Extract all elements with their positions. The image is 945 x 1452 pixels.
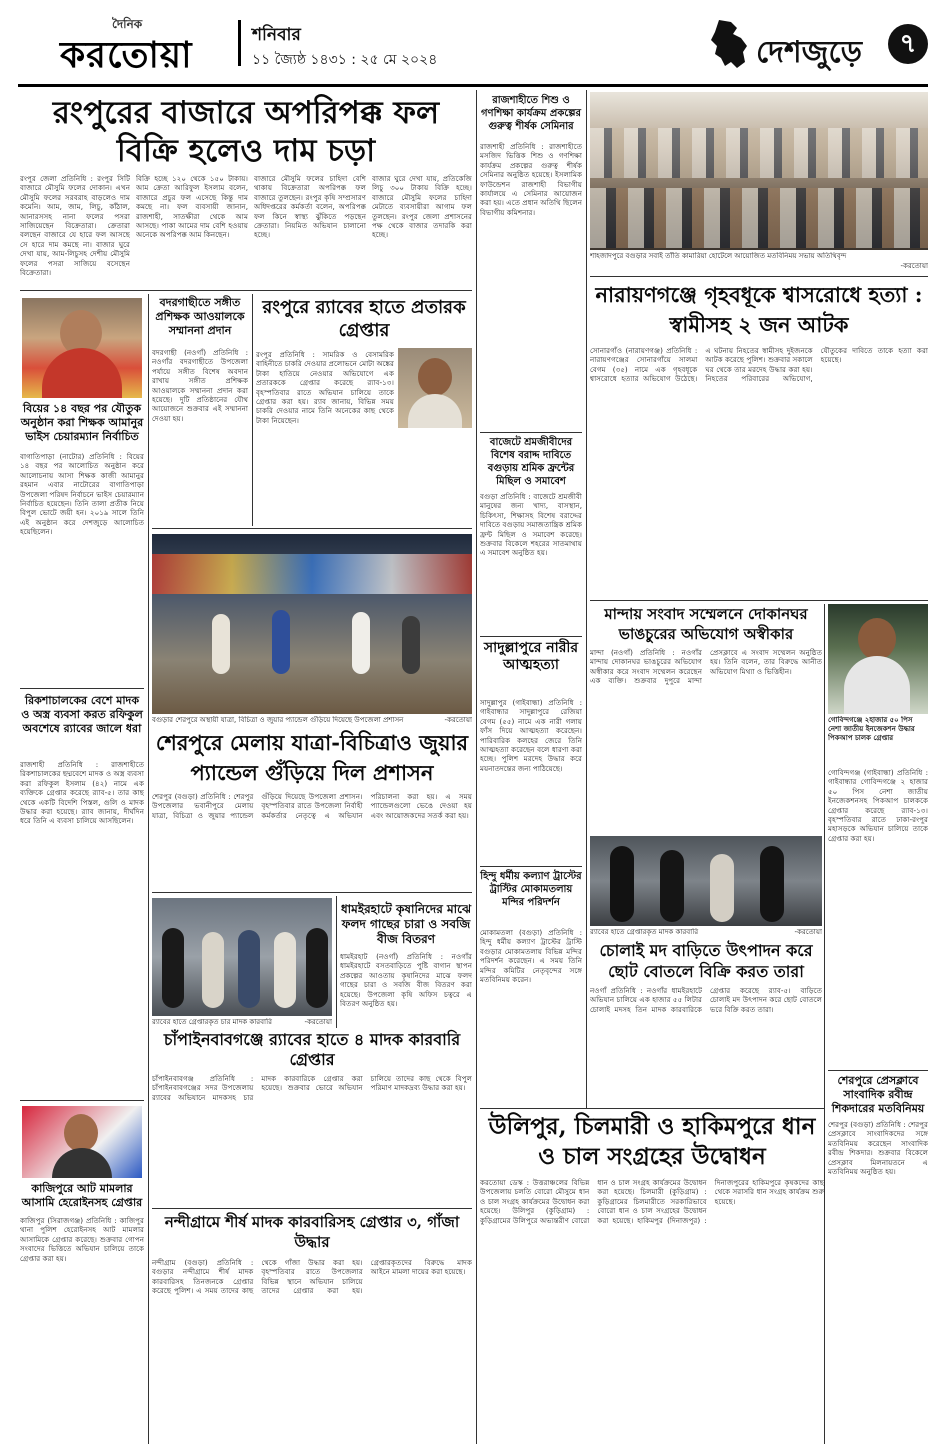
right-story5-headline: শেরপুরে প্রেসক্লাবে সাংবাদিক রবীন্দ্র শিকদারের মতবিনিময় [831,1074,925,1115]
right-photo2-credit: -করতোয়া [794,928,822,936]
photo1-caption: বগুড়ার শেরপুরে অস্থায়ী যাত্রা, বিচিত্রা ও জুয়ার প্যান্ডেল গুঁড়িয়ে দিয়েছে উপজেলা প্রশাসন [152,716,404,724]
bottom-nandigram-body: নন্দীগ্রাম (বগুড়া) প্রতিনিধি : বগুড়ার নন্দীগ্রামে শীর্ষ মাদক কারবারিসহ তিনজনকে গ্রেপ্তার করেছে পুলিশ। এ সময় তাদের কাছ থেকে গাঁজা উদ্ধার করা হয়। বৃহস্পতিবার রাতে উপজেলার বিভিন্ন স্থানে অভিযান চালিয়ে তাদের গ্রেপ্তার করা হয়। গ্রেপ্তারকৃতদের বিরুদ্ধে মাদক আইনে মামলা দায়ের করা হয়েছে। [152,1258,472,1296]
col3-story1-body: রাজশাহী প্রতিনিধি : রাজশাহীতে মসজিদ ভিত্তিক শিশু ও গণশিক্ষা কার্যক্রম প্রকল্পের গুরুত্ব শীর্ষক সেমিনার অনুষ্ঠিত হয়েছে। ইসলামিক ফাউন্ডেশন রাজশাহী বিভাগীয় কার্যালয়ে এ সেমিনার আয়োজন করা হয়। এতে প্রধান অতিথি ছিলেন বিভাগীয় কমিশনার। [480,142,582,217]
divider [476,90,477,1108]
brand-logo: করতোয়া [60,34,193,76]
divider [336,896,337,1028]
right-story3-headline: চোলাই মদ বাড়িতে উৎপাদন করে ছোট বোতলে বিক্রি করত তারা [599,941,813,981]
divider [590,276,928,277]
right-story1-headline: নারায়ণগঞ্জে গৃহবধূকে শ্বাসরোধে হত্যা : স্বামীসহ ২ জন আটক [595,282,923,337]
right-photo3-caption: গোবিন্দগঞ্জে ২হাজার ৫০ পিস নেশা জাতীয় ইনজেকশন উদ্ধার পিকআপ চালক গ্রেপ্তার [828,716,915,742]
divider [480,866,582,867]
divider [590,600,928,601]
divider [152,528,472,529]
divider [586,90,587,1108]
masthead [0,0,945,86]
divider [828,1070,928,1071]
divider [20,688,144,689]
col3-story4-headline: হিন্দু ধর্মীয় কল্যাণ ট্রাস্টের ট্রাস্টির মোকামতলায় মন্দির পরিদর্শন [480,871,582,908]
left-story1-body: বাগাতিপাড়া (নাটোর) প্রতিনিধি : বিয়ের ১৪ বছর পর আলোচিত অনুষ্ঠান করে আলোচনায় আসা শিক্ষক কাজী আমানুর রহমান এবার নাটোরের বাগাতিপাড়া উপজেলা পরিষদ নির্বাচনে ভাইস চেয়ারম্যান নির্বাচিত হয়েছেন। তিনি তালা প্রতীক নিয়ে বিপুল ভোটে জয়ী হন। ২০১৯ সালে তিনি এই অনুষ্ঠান করে দেশজুড়ে আলোচিত হয়েছিলেন। [20,452,144,537]
divider [824,604,825,1074]
photo-meeting [590,92,928,250]
right-photo2-caption: র‍্যাবের হাতে গ্রেপ্তারকৃত মাদক কারবারি [590,928,699,936]
right-story5-body: শেরপুর (বগুড়া) প্রতিনিধি : শেরপুর প্রেসক্লাবে সাংবাদিকদের সঙ্গে মতবিনিময় করেছেন সাংবাদিক রবীন্দ্র শিকদার। শুক্রবার বিকেলে প্রেসক্লাব মিলনায়তনে এ মতবিনিময় অনুষ্ঠিত হয়। [828,1120,928,1177]
mid-story1-headline: বদরগাছীতে সঙ্গীত প্রশিক্ষক আওয়ালকে সম্মাননা প্রদান [155,296,245,337]
mid-story5-headline: ধামইরহাটে কৃষানিদের মাঝে ফলদ গাছের চারা ও সবজি বীজ বিতরণ [340,902,472,946]
photo-man-banner [828,604,928,714]
photo-rab-arrest [590,836,822,926]
left-story2-body: রাজশাহী প্রতিনিধি : রাজশাহীতে রিকশাচালকের ছদ্মবেশে মাদক ও অস্ত্র ব্যবসা করা রফিকুল ইসলাম (৪২) নামে এক ব্যক্তিকে গ্রেপ্তার করেছে র‍্যাব-৫। তার কাছ থেকে একটি বিদেশি পিস্তল, গুলি ও মাদক উদ্ধার করা হয়েছে। র‍্যাব জানায়, দীর্ঘদিন ধরে তিনি এ ব্যবসা চালিয়ে আসছিলেন। [20,760,144,826]
mid-story3-headline: শেরপুরে মেলায় যাত্রা-বিচিত্রাও জুয়ার প্যান্ডেল গুঁড়িয়ে দিল প্রশাসন [155,730,469,785]
right-story4-body: গোবিন্দগঞ্জ (গাইবান্ধা) প্রতিনিধি : গাইবান্ধার গোবিন্দগঞ্জে ২ হাজার ৫০ পিস নেশা জাতীয় ইনজেকশনসহ পিকআপ চালককে গ্রেপ্তার করেছে র‍্যাব-১৩। বৃহস্পতিবার রাতে ঢাকা-রংপুর মহাসড়কে অভিযান চালিয়ে তাকে গ্রেপ্তার করা হয়। [828,768,928,843]
divider [480,636,582,637]
photo-accused [22,1106,142,1178]
issue-day: শনিবার [252,25,301,45]
divider [252,294,253,526]
issue-date: ১১ জ্যৈষ্ঠ ১৪৩১ : ২৫ মে ২০২৪ [252,52,438,68]
col3-story1-headline: রাজশাহীতে শিশু ও গণশিক্ষা কার্যক্রম প্রকল্পের গুরুত্ব শীর্ষক সেমিনার [480,95,582,132]
mid-story2-headline: রংপুরে র‍্যাবের হাতে প্রতারক গ্রেপ্তার [262,297,466,341]
photo-fraudster [398,348,472,428]
right-story2-headline: মান্দায় সংবাদ সম্মেলনে দোকানঘর ভাঙচুরের অভিযোগ অস্বীকার [604,605,808,643]
divider [152,1208,472,1209]
lead-body-col2: বিক্রি হচ্ছে ১২০ থেকে ১৫০ টাকায়। আম ক্রেতা আরিফুল ইসলাম বলেন, বাজারে প্রচুর ফল এসেছে কিন্তু দাম কমছে না। ফল ব্যবসায়ী জানান, রাজশাহী, সাতক্ষীরা থেকে আম আসছে। পাকা আমের দাম বেশি হওয়ায় অনেকে অপরিপক্ক আম কিনছেন। [136,174,248,240]
photo1-credit: -করতোয়া [444,716,472,724]
brand-small: দৈনিক [112,17,143,31]
right-photo-caption: শাহজাদপুরে বগুড়ার সবাই তাঁতি কামারিয়া হোটেলে আয়োজিত মতবিনিময় সভায় অতিথিবৃন্দ [590,252,847,260]
divider [824,1074,825,1444]
col3-story3-body: সাদুল্লাপুর (গাইবান্ধা) প্রতিনিধি : গাইবান্ধার সাদুল্লাপুরে রেজিয়া বেগম (৫৫) নামে এক নারী গলায় ফাঁস দিয়ে আত্মহত্যা করেছেন। পারিবারিক কলহের জেরে তিনি আত্মহত্যা করেছেন বলে ধারণা করা হচ্ছে। পুলিশ মরদেহ উদ্ধার করে ময়নাতদন্তের জন্য পাঠিয়েছে। [480,698,582,773]
col3-story2-body: বগুড়া প্রতিনিধি : বাজেটে শ্রমজীবী মানুষের জন্য খাদ্য, বাসস্থান, চিকিৎসা, শিক্ষাসহ বিশেষ বরাদ্দের দাবিতে বগুড়ায় সমাজতান্ত্রিক শ্রমিক ফ্রন্ট মিছিল ও সমাবেশ করেছে। শুক্রবার বিকেলে শহরের সাতমাথায় এ সমাবেশ অনুষ্ঠিত হয়। [480,492,582,558]
masthead-rule [18,84,928,87]
bottom-ulipur-headline: উলিপুর, চিলমারী ও হাকিমপুরে ধান ও চাল সংগ্রহের উদ্বোধন [488,1113,816,1170]
divider [20,290,472,291]
bottom-ulipur-body: করতোয়া ডেস্ক : উত্তরাঞ্চলের বিভিন্ন উপজেলায় চলতি বোরো মৌসুমে ধান ও চাল সংগ্রহ কার্যক্রমের উদ্বোধন করা হয়েছে। উলিপুর (কুড়িগ্রাম) : কুড়িগ্রামের উলিপুরে অভ্যন্তরীণ বোরো ধান ও চাল সংগ্রহ কার্যক্রমের উদ্বোধন করা হয়েছে। চিলমারী (কুড়িগ্রাম) : কুড়িগ্রামের চিলমারীতে সরকারিভাবে বোরো ধান ও চাল সংগ্রহের উদ্বোধন করা হয়েছে। হাকিমপুর (দিনাজপুর) : দিনাজপুরের হাকিমপুরে কৃষকদের কাছ থেকে সরাসরি ধান সংগ্রহ কার্যক্রম শুরু হয়েছে। [480,1178,824,1225]
left-story2-headline: রিকশাচালকের বেশে মাদক ও অস্ত্র ব্যবসা করত রফিকুল অবশেষে র‍্যাবের জালে ধরা [21,694,143,735]
mid-story1-body: বদরগাছী (নওগাঁ) প্রতিনিধি : নওগাঁর বদরগাছীতে উপজেলা পর্যায়ে সঙ্গীত বিশেষ অবদান রাখায় সঙ্গীত প্রশিক্ষক আওয়ালকে সম্মাননা প্রদান করা হয়েছে। দুটি প্রতিষ্ঠানের যৌথ আয়োজনে শুক্রবার এই সম্মাননা দেওয়া হয়। [152,348,248,423]
lead-body-col4: বাজার ঘুরে দেখা যায়, প্রতিকেজি লিচু ৩০০ টাকায় বিক্রি হচ্ছে। বাজারে মৌসুমি ফলের চাহিদা মেটাতে ব্যবসায়ীরা আগাম ফল তুলছেন। রংপুর জেলা প্রশাসনের পক্ষ থেকে বাজার তদারকি করা হচ্ছে। [372,174,472,240]
left-story3-body: কাজিপুর (সিরাজগঞ্জ) প্রতিনিধি : কাজিপুর থানা পুলিশ হেরোইনসহ আট মামলার আসামিকে গ্রেপ্তার করেছে। শুক্রবার গোপন সংবাদের ভিত্তিতে অভিযান চালিয়ে তাকে গ্রেপ্তার করা হয়। [20,1216,144,1263]
lead-headline: রংপুরের বাজারে অপরিপক্ক ফল বিক্রি হলেও দাম চড়া [52,95,440,169]
right-story1-body: সোনারগাঁও (নারায়ণগঞ্জ) প্রতিনিধি : নারায়ণগঞ্জের সোনারগাঁয়ে সালমা বেগম (৩৫) নামে এক গৃহবধূকে শ্বাসরোধে হত্যার অভিযোগ উঠেছে। এ ঘটনায় নিহতের স্বামীসহ দুইজনকে আটক করেছে পুলিশ। শুক্রবার সকালে ঘর থেকে তার মরদেহ উদ্ধার করা হয়। নিহতের পরিবারের অভিযোগ, যৌতুকের দাবিতে তাকে হত্যা করা হয়েছে। [590,346,928,384]
mid-story4-headline: চাঁপাইনবাবগঞ্জে র‍্যাবের হাতে ৪ মাদক কারবারি গ্রেপ্তার [163,1030,461,1069]
col3-story2-headline: বাজেটে শ্রমজীবীদের বিশেষ বরাদ্দ দাবিতে বগুড়ায় শ্রমিক ফ্রন্টের মিছিল ও সমাবেশ [487,437,575,487]
right-story2-body: মান্দা (নওগাঁ) প্রতিনিধি : নওগাঁর মান্দায় দোকানঘর ভাঙচুরের অভিযোগ অস্বীকার করে সংবাদ সম্মেলন করেছেন এক ব্যক্তি। শুক্রবার দুপুরে মান্দা প্রেসক্লাবে এ সংবাদ সম্মেলন অনুষ্ঠিত হয়। তিনি বলেন, তার বিরুদ্ধে আনীত অভিযোগ মিথ্যা ও ভিত্তিহীন। [590,648,822,686]
photo-fair-demolition [152,534,472,714]
divider [480,1108,824,1109]
right-story3-body: নওগাঁ প্রতিনিধি : নওগাঁর ধামইরহাটে অভিযান চালিয়ে এক হাজার ৫৫ লিটার চোলাই মদসহ তিন মাদক কারবারিকে গ্রেপ্তার করেছে র‍্যাব-৫। বাড়িতে চোলাই মদ উৎপাদন করে ছোট বোতলে ভরে বিক্রি করত তারা। [590,986,822,1014]
divider [152,892,472,893]
divider [476,1108,477,1444]
mid-story4-body: চাঁপাইনবাবগঞ্জ প্রতিনিধি : চাঁপাইনবাবগঞ্জের সদর উপজেলায় র‍্যাবের অভিযানে মাদকসহ চার মাদক কারবারিকে গ্রেপ্তার করা হয়েছে। শুক্রবার ভোরে অভিযান চালিয়ে তাদের কাছ থেকে বিপুল পরিমাণ মাদকদ্রব্য উদ্ধার করা হয়। [152,1074,472,1102]
divider [20,1100,144,1101]
left-story1-headline: বিয়ের ১৪ বছর পর যৌতুক অনুষ্ঠান করা শিক্ষক আমানুর ভাইস চেয়ারম্যান নির্বাচিত [20,402,144,443]
col3-story4-body: মোকামতলা (বগুড়া) প্রতিনিধি : হিন্দু ধর্মীয় কল্যাণ ট্রাস্টের ট্রাস্টি বগুড়ার মোকামতলায় বিভিন্ন মন্দির পরিদর্শন করেছেন। এ সময় তিনি মন্দির কমিটির নেতৃবৃন্দের সঙ্গে মতবিনিময় করেন। [480,928,582,985]
right-photo-credit: -করতোয়া [900,262,928,270]
masthead-divider [238,20,241,66]
page-number-badge [888,24,928,64]
photo2-credit: -করতোয়া [304,1018,332,1026]
divider [480,432,582,433]
mid-story3-body: শেরপুর (বগুড়া) প্রতিনিধি : শেরপুর উপজেলার ভবানীপুরে মেলায় যাত্রা, বিচিত্রা ও জুয়ার প্যান্ডেল গুঁড়িয়ে দিয়েছে উপজেলা প্রশাসন। বৃহস্পতিবার রাতে উপজেলা নির্বাহী কর্মকর্তার নেতৃত্বে এ অভিযান পরিচালনা করা হয়। এ সময় প্যান্ডেলগুলো ভেঙে দেওয়া হয় এবং আয়োজকদের সতর্ক করা হয়। [152,792,472,820]
col3-story3-headline: সাদুল্লাপুরে নারীর আত্মহত্যা [483,640,579,673]
mid-story5-body: ধামইরহাট (নওগাঁ) প্রতিনিধি : নওগাঁর ধামইরহাটে বসতবাড়িতে পুষ্টি বাগান স্থাপন প্রকল্পের আওতায় কৃষানিদের মাঝে ফলদ গাছের চারা ও সবজি বীজ বিতরণ করা হয়েছে। উপজেলা কৃষি অফিস চত্বরে এ বিতরণ অনুষ্ঠিত হয়। [340,952,472,1009]
photo-drug-dealers [152,898,332,1016]
divider [148,294,149,1444]
bottom-nandigram-headline: নন্দীগ্রামে শীর্ষ মাদক কারবারিসহ গ্রেপ্তার ৩, গাঁজা উদ্ধার [164,1213,460,1251]
mid-story2-body: রংপুর প্রতিনিধি : সামরিক ও বেসামরিক বাহিনীতে চাকরি দেওয়ার প্রলোভনে মোটা অঙ্কের টাকা হাতিয়ে নেওয়ার অভিযোগে এক প্রতারককে গ্রেপ্তার করেছে র‍্যাব-১৩। বৃহস্পতিবার রাতে অভিযান চালিয়ে তাকে গ্রেপ্তার করা হয়। র‍্যাব জানায়, বিভিন্ন সময় চাকরি দেওয়ার নামে তিনি অনেকের কাছ থেকে টাকা নিয়েছেন। [256,350,394,425]
section-title: দেশজুড়ে [756,35,862,70]
left-story3-headline: কাজিপুরে আট মামলার আসামি হেরোইনসহ গ্রেপ্তার [21,1182,143,1209]
map-icon [707,18,751,72]
page-number: ৭ [899,29,917,59]
photo-teacher [22,298,142,398]
lead-body-col3: বাজারে মৌসুমি ফলের চাহিদা বেশি থাকায় বিক্রেতারা অপরিপক্ক ফল বাজারে তুলছেন। রংপুর কৃষি সম্প্রসারণ অধিদপ্তরের কর্মকর্তা বলেন, অপরিপক্ক ফল কিনে স্বাস্থ্য ঝুঁকিতে পড়ছেন ক্রেতারা। নিয়মিত অভিযান চালানো হচ্ছে। [254,174,366,240]
photo2-caption: র‍্যাবের হাতে গ্রেপ্তারকৃত চার মাদক কারবারি [152,1018,272,1026]
lead-body-col1: রংপুর জেলা প্রতিনিধি : রংপুর সিটি বাজারে মৌসুমি ফলের দোকান। এখন মৌসুমি ফলের সরবরাহ বাড়লেও দাম কমেনি। আম, জাম, লিচু, কাঁঠাল, আনারসসহ নানা ফলের পসরা সাজিয়েছেন বিক্রেতারা। ক্রেতারা বলছেন বাজারে যে হারে ফল আসছে সে হারে দাম কমছে না। বাজার ঘুরে দেখা যায়, আম-লিচুসহ দেশীয় মৌসুমি ফলের পসরা সাজিয়ে বসেছেন বিক্রেতারা। [20,174,130,278]
